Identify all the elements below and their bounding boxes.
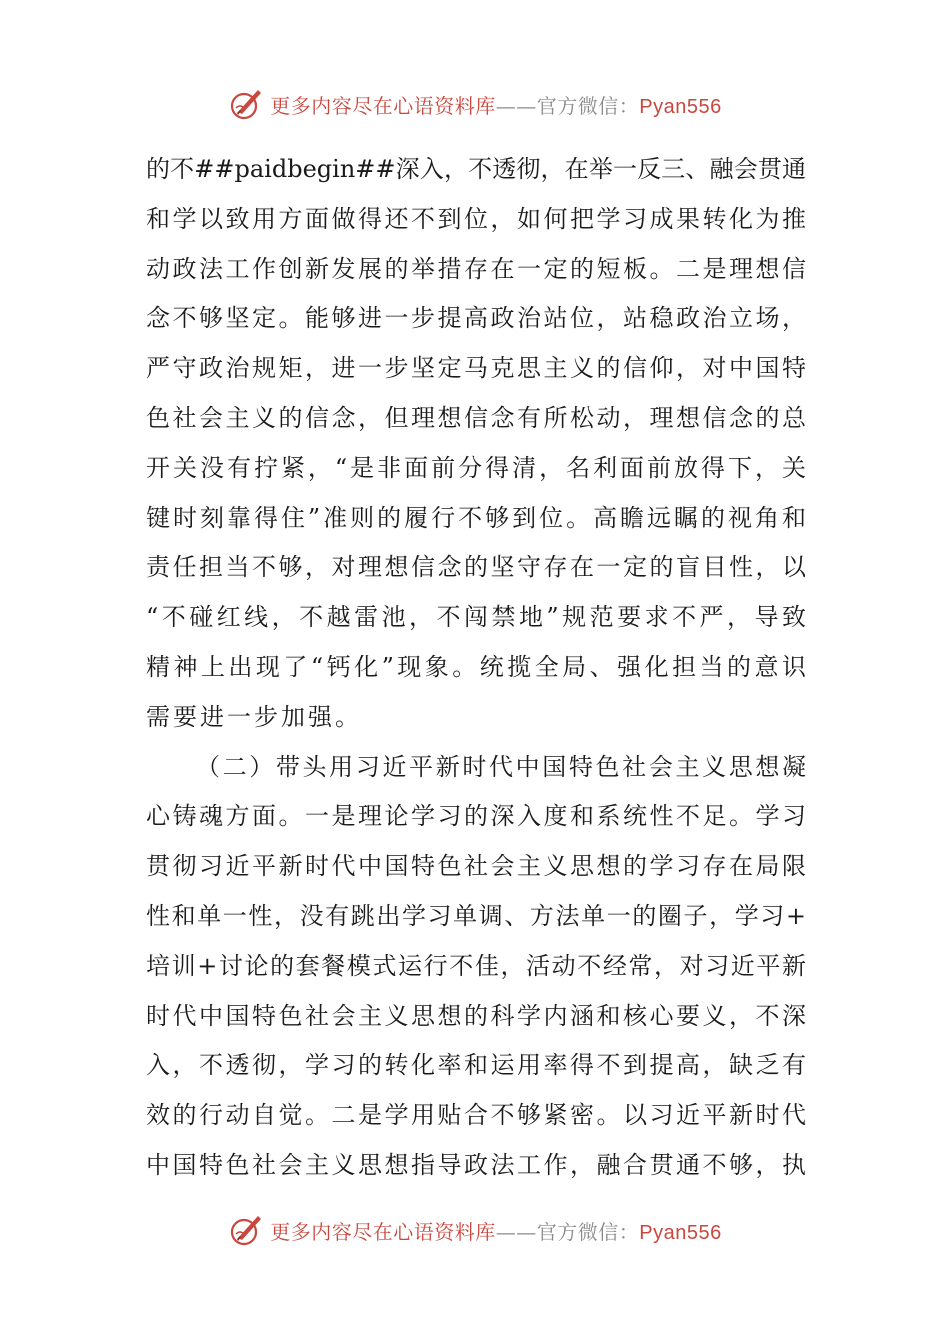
watermark-dash: ——: [495, 93, 537, 118]
text-line: 责任担当不够，对理想信念的坚守存在一定的盲目性，以: [146, 553, 806, 582]
text-line: 中国特色社会主义思想指导政法工作，融合贯通不够，执: [146, 1150, 806, 1179]
watermark-dash: ——: [495, 1219, 537, 1244]
quill-logo-icon: [228, 1212, 264, 1248]
watermark-text: [270, 90, 721, 119]
text-line: 效的行动自觉。二是学用贴合不够紧密。以习近平新时代: [146, 1101, 806, 1130]
text-line: 入，不透彻，学习的转化率和运用率得不到提高，缺乏有: [146, 1051, 806, 1080]
watermark-id: Pyan556: [639, 95, 722, 118]
text-line: 开关没有拧紧，“是非面前分得清，名利面前放得下，关: [146, 453, 806, 482]
text-line: “不碰红线，不越雷池，不闯禁地”规范要求不严，导致: [146, 603, 806, 632]
text-line: 培训+讨论的套餐模式运行不佳，活动不经常，对习近平新: [146, 951, 806, 980]
footer-watermark: [0, 1208, 950, 1252]
watermark-id: Pyan556: [639, 1221, 722, 1244]
text-line: 精神上出现了“钙化”现象。统揽全局、强化担当的意识: [146, 652, 806, 681]
watermark-official: 官方微信：: [536, 1219, 640, 1244]
watermark-text: [270, 1216, 721, 1245]
text-line: 时代中国特色社会主义思想的科学内涵和核心要义，不深: [146, 1001, 806, 1030]
text-line: 严守政治规矩，进一步坚定马克思主义的信仰，对中国特: [146, 354, 806, 383]
text-line: 动政法工作创新发展的举措存在一定的短板。二是理想信: [146, 254, 806, 283]
watermark-main: 更多内容尽在心语资料库: [270, 1219, 496, 1244]
text-line: 需要进一步加强。: [146, 702, 362, 731]
text-line: 键时刻靠得住”准则的履行不够到位。高瞻远瞩的视角和: [146, 503, 806, 532]
text-line: 和学以致用方面做得还不到位，如何把学习成果转化为推: [146, 204, 806, 233]
text-line: 性和单一性，没有跳出学习单调、方法单一的圈子，学习+: [146, 901, 806, 930]
section-heading-line: （二）带头用习近平新时代中国特色社会主义思想凝: [196, 752, 806, 781]
header-watermark: [0, 82, 950, 126]
watermark-official: 官方微信：: [536, 93, 640, 118]
watermark-main: 更多内容尽在心语资料库: [270, 93, 496, 118]
text-line: 念不够坚定。能够进一步提高政治站位，站稳政治立场，: [146, 304, 806, 333]
quill-logo-icon: [228, 86, 264, 122]
text-line: 色社会主义的信念，但理想信念有所松动，理想信念的总: [146, 403, 806, 432]
text-line: 的不##paidbegin##深入，不透彻，在举一反三、融会贯通: [146, 155, 806, 183]
text-line: 贯彻习近平新时代中国特色社会主义思想的学习存在局限: [146, 852, 806, 881]
document-body: [146, 145, 806, 1191]
text-line: 心铸魂方面。一是理论学习的深入度和系统性不足。学习: [146, 802, 806, 831]
